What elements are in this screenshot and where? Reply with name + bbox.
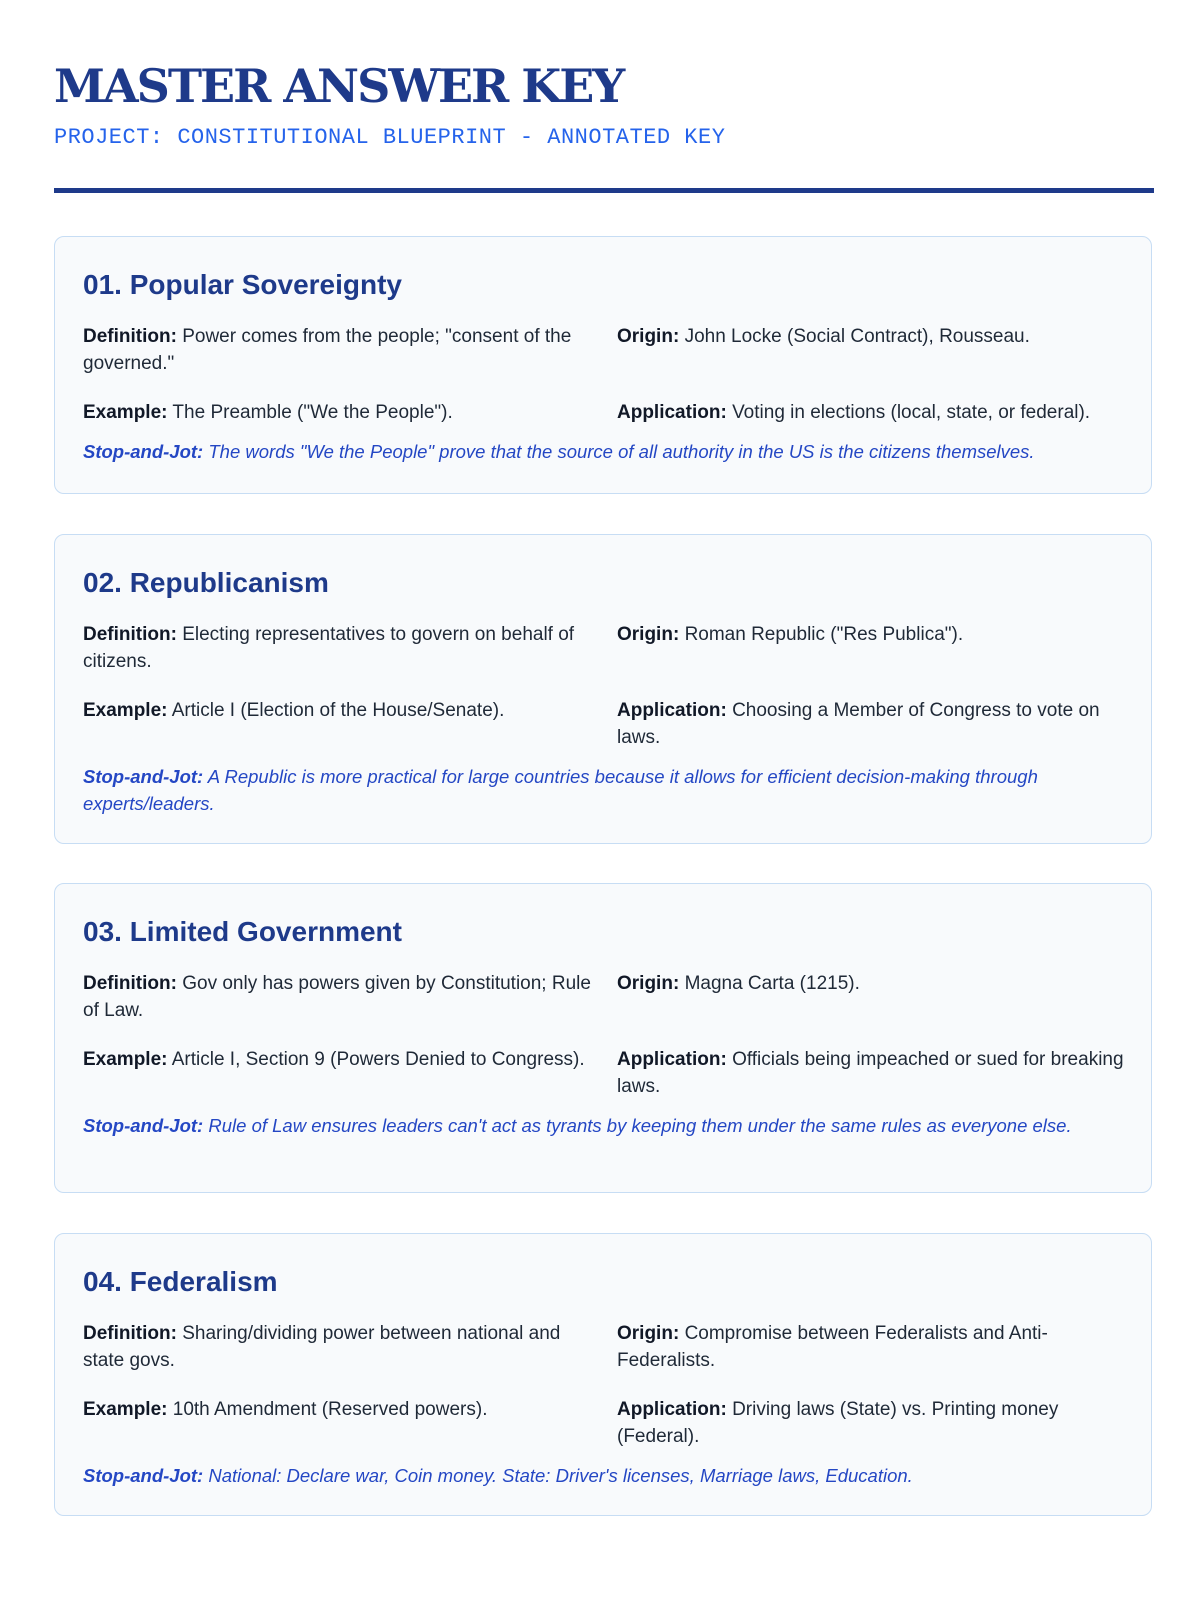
origin-text: Roman Republic ("Res Publica"). xyxy=(684,624,964,645)
stop-and-jot-label: Stop-and-Jot: xyxy=(83,1115,204,1136)
definition-label: Definition: xyxy=(83,326,177,347)
origin-text: Magna Carta (1215). xyxy=(684,973,860,994)
stop-and-jot xyxy=(83,1462,1123,1489)
origin-label: Origin: xyxy=(617,973,680,994)
answer-key-page xyxy=(54,56,1154,193)
origin-text: John Locke (Social Contract), Rousseau. xyxy=(684,326,1030,347)
stop-and-jot-text: National: Declare war, Coin money. State: Driver's licenses, Marriage laws, Education. xyxy=(208,1465,913,1486)
card-title: 02. Republicanism xyxy=(83,567,329,598)
card-title: 03. Limited Government xyxy=(83,916,402,947)
example-text: The Preamble ("We the People"). xyxy=(172,402,453,423)
example-field xyxy=(83,1046,591,1100)
example-field xyxy=(83,697,591,751)
application-label: Application: xyxy=(617,1399,727,1420)
definition-field xyxy=(83,970,591,1024)
stop-and-jot-text: The words "We the People" prove that the source of all authority in the US is the citizens themselves. xyxy=(208,441,1035,462)
origin-text: Compromise between Federalists and Anti-Federalists. xyxy=(617,1323,1048,1371)
definition-text: Power comes from the people; "consent of the governed." xyxy=(83,326,572,374)
application-text: Voting in elections (local, state, or federal). xyxy=(732,402,1091,423)
example-text: Article I, Section 9 (Powers Denied to Congress). xyxy=(171,1049,585,1070)
example-label: Example: xyxy=(83,1399,168,1420)
origin-field xyxy=(617,621,1125,675)
definition-label: Definition: xyxy=(83,973,177,994)
stop-and-jot-text: A Republic is more practical for large countries because it allows for efficient decision-making through experts/leaders. xyxy=(83,766,1038,814)
stop-and-jot-label: Stop-and-Jot: xyxy=(83,441,204,462)
application-label: Application: xyxy=(617,700,727,721)
origin-label: Origin: xyxy=(617,326,680,347)
definition-label: Definition: xyxy=(83,1323,177,1344)
application-text: Officials being impeached or sued for breaking laws. xyxy=(617,1049,1124,1097)
application-label: Application: xyxy=(617,1049,727,1070)
principle-card-republicanism xyxy=(54,534,1152,844)
definition-text: Gov only has powers given by Constitution; Rule of Law. xyxy=(83,973,591,1021)
card-fields xyxy=(83,323,1123,426)
card-fields xyxy=(83,1320,1123,1450)
header-divider xyxy=(54,188,1154,193)
stop-and-jot xyxy=(83,1112,1123,1139)
application-field xyxy=(617,697,1125,751)
principle-card-limited-government xyxy=(54,883,1152,1193)
origin-label: Origin: xyxy=(617,1323,680,1344)
origin-label: Origin: xyxy=(617,624,680,645)
stop-and-jot xyxy=(83,438,1123,465)
origin-field xyxy=(617,1320,1125,1374)
application-field xyxy=(617,1046,1125,1100)
definition-label: Definition: xyxy=(83,624,177,645)
example-field xyxy=(83,1396,591,1450)
card-fields xyxy=(83,621,1123,751)
example-field xyxy=(83,399,591,426)
stop-and-jot-label: Stop-and-Jot: xyxy=(83,766,204,787)
page-subtitle: PROJECT: CONSTITUTIONAL BLUEPRINT - ANNOTATED KEY xyxy=(54,125,726,150)
stop-and-jot-label: Stop-and-Jot: xyxy=(83,1465,204,1486)
definition-field xyxy=(83,323,591,377)
principle-card-popular-sovereignty xyxy=(54,236,1152,494)
origin-field xyxy=(617,323,1125,377)
card-title: 04. Federalism xyxy=(83,1266,278,1297)
stop-and-jot-text: Rule of Law ensures leaders can't act as tyrants by keeping them under the same rules as everyone else. xyxy=(208,1115,1072,1136)
application-label: Application: xyxy=(617,402,727,423)
application-field xyxy=(617,399,1125,426)
example-label: Example: xyxy=(83,1049,168,1070)
card-title: 01. Popular Sovereignty xyxy=(83,269,402,300)
example-label: Example: xyxy=(83,700,168,721)
application-text: Driving laws (State) vs. Printing money (Federal). xyxy=(617,1399,1059,1447)
application-field xyxy=(617,1396,1125,1450)
example-text: 10th Amendment (Reserved powers). xyxy=(172,1399,488,1420)
page-title: MASTER ANSWER KEY xyxy=(54,59,624,113)
example-text: Article I (Election of the House/Senate). xyxy=(171,700,505,721)
origin-field xyxy=(617,970,1125,1024)
definition-text: Electing representatives to govern on behalf of citizens. xyxy=(83,624,575,672)
principle-card-federalism xyxy=(54,1233,1152,1516)
stop-and-jot xyxy=(83,763,1123,817)
example-label: Example: xyxy=(83,402,168,423)
definition-field xyxy=(83,1320,591,1374)
card-fields xyxy=(83,970,1123,1100)
application-text: Choosing a Member of Congress to vote on laws. xyxy=(617,700,1100,748)
definition-text: Sharing/dividing power between national and state govs. xyxy=(83,1323,561,1371)
definition-field xyxy=(83,621,591,675)
